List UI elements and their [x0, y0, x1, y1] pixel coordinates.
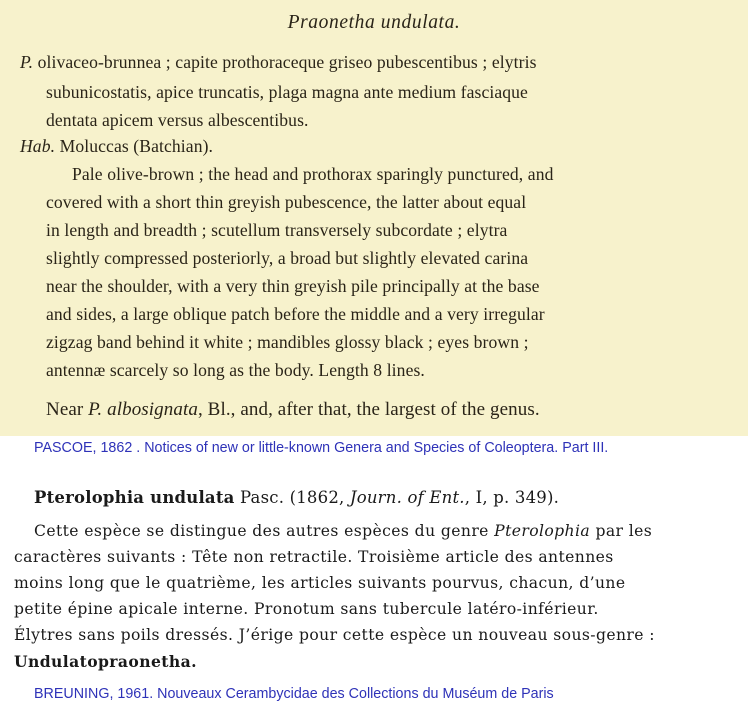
- affinity-suffix: , Bl., and, after that, the largest of the genus.: [197, 399, 540, 420]
- habitat-label: Hab.: [20, 136, 56, 156]
- species-title: Praonetha undulata.: [287, 12, 461, 33]
- line-1-text-a: Cette espèce se distingue des autres espèces du genre: [34, 522, 495, 540]
- latin-line-1-text: olivaceo-brunnea ; capite prothoraceque griseo pubescentibus ; elytris: [37, 52, 537, 72]
- breuning-scan: [0, 480, 748, 680]
- description-line-6: and sides, a large oblique patch before the middle and a very irregular: [46, 304, 545, 324]
- description-line-5: near the shoulder, with a very thin greyish pile principally at the base: [46, 276, 540, 296]
- latin-diagnosis-line-1: [20, 52, 537, 73]
- species-name: Pterolophia undulata: [34, 488, 235, 507]
- journal-name: Journ. of Ent.: [349, 488, 465, 507]
- latin-diagnosis-line-2: subunicostatis, apice truncatis, plaga magna ante medium fasciaque: [46, 82, 528, 102]
- description-line-1: Pale olive-brown ; the head and prothorax sparingly punctured, and: [72, 164, 554, 184]
- breuning-heading: [34, 488, 559, 507]
- breuning-line-4: petite épine apicale interne. Pronotum sans tubercule latéro-inférieur.: [14, 600, 599, 618]
- breuning-line-1: [34, 522, 652, 540]
- affinity-prefix: Near: [46, 399, 89, 420]
- description-line-2: covered with a short thin greyish pubescence, the latter about equal: [46, 192, 527, 212]
- latin-diagnosis-line-3: dentata apicem versus albescentibus.: [46, 110, 309, 130]
- breuning-line-5: Élytres sans poils dressés. J’érige pour cette espèce un nouveau sous-genre :: [14, 626, 655, 644]
- reference-suffix: , I, p. 349).: [464, 488, 560, 507]
- habitat-line: [20, 136, 213, 157]
- genus-name: Pterolophia: [494, 522, 591, 540]
- breuning-line-3: moins long que le quatrième, les articles suivants pourvus, chacun, d’une: [14, 574, 626, 592]
- description-line-4: slightly compressed posteriorly, a broad but slightly elevated carina: [46, 248, 529, 268]
- description-line-8: antennæ scarcely so long as the body. Length 8 lines.: [46, 360, 425, 380]
- habitat-text: Moluccas (Batchian).: [59, 136, 214, 156]
- description-line-3: in length and breadth ; scutellum transversely subcordate ; elytra: [46, 220, 508, 240]
- line-1-text-b: par les: [590, 522, 653, 540]
- breuning-line-2: caractères suivants : Tête non retractile. Troisième article des antennes: [14, 548, 614, 566]
- reference-prefix: Pasc. (1862,: [234, 488, 350, 507]
- affinity-species: P. albosignata: [88, 399, 198, 420]
- breuning-caption: BREUNING, 1961. Nouveaux Cerambycidae des Collections du Muséum de Paris: [34, 686, 554, 702]
- affinity-note: [46, 399, 540, 421]
- description-line-7: zigzag band behind it white ; mandibles glossy black ; eyes brown ;: [46, 332, 529, 352]
- pascoe-caption: PASCOE, 1862 . Notices of new or little-known Genera and Species of Coleoptera. Part III.: [34, 440, 609, 456]
- subgenus-name: Undulatopraonetha.: [14, 652, 197, 671]
- genus-abbrev: P.: [20, 52, 34, 72]
